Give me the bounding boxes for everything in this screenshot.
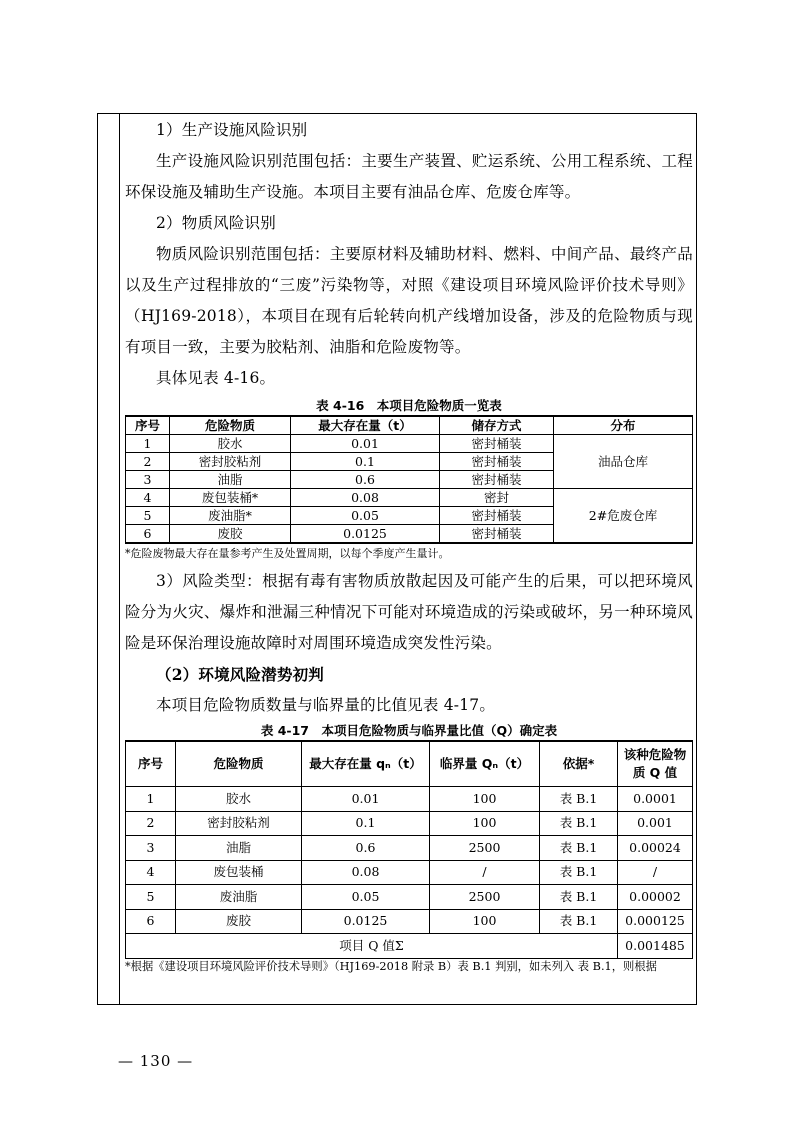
cell-qty: 0.08: [291, 489, 440, 507]
header-no: 序号: [126, 741, 176, 787]
cell-substance: 胶水: [170, 435, 291, 453]
heading-risk-potential: （2）环境风险潜势初判: [156, 665, 324, 684]
header-max-qty: 最大存在量 qₙ（t）: [302, 741, 430, 787]
cell-substance: 油脂: [176, 836, 302, 861]
cell-no: 2: [126, 811, 176, 836]
paragraph-facility-risk: 生产设施风险识别范围包括：主要生产装置、贮运系统、公用工程系统、工程环保设施及辅助生产设施。本项目主要有油品仓库、危废仓库等。: [125, 152, 693, 201]
table-row: [126, 435, 693, 453]
header-q-value-line1: 该种危险物: [623, 747, 687, 762]
cell-qty: 0.6: [291, 471, 440, 489]
table-row: [126, 860, 693, 885]
cell-basis: 表 B.1: [540, 787, 618, 812]
cell-no: 1: [126, 787, 176, 812]
header-storage: 储存方式: [440, 416, 554, 435]
table-4-17-note: *根据《建设项目环境风险评价技术导则》（HJ169-2018 附录 B）表 B.1 判别，如未列入 表 B.1，则根据: [125, 959, 657, 973]
header-max-qty: 最大存在量（t）: [291, 416, 440, 435]
cell-substance: 密封胶粘剂: [176, 811, 302, 836]
cell-qty: 0.01: [291, 435, 440, 453]
paragraph-substance-risk: 物质风险识别范围包括：主要原材料及辅助材料、燃料、中间产品、最终产品以及生产过程排放的“三废”污染物等，对照《建设项目环境风险评价技术导则》（HJ169-2018），本项目在现有后轮转向机产线增加设备，涉及的危险物质与现有项目一致，主要为胶粘剂、油脂和危险废物等。: [125, 245, 693, 356]
table-row: [126, 787, 693, 812]
cell-total-value: 0.001485: [618, 934, 693, 959]
cell-no: 4: [126, 860, 176, 885]
heading-substance-risk: 2）物质风险识别: [156, 214, 276, 232]
cell-no: 5: [126, 507, 170, 525]
cell-qty: 0.0125: [291, 525, 440, 544]
cell-q: 0.000125: [618, 909, 693, 934]
header-critical-qty: 临界量 Qₙ（t）: [430, 741, 540, 787]
cell-qty: 0.1: [302, 811, 430, 836]
header-distribution: 分布: [554, 416, 693, 435]
cell-distribution-oil-warehouse: 油品仓库: [554, 435, 693, 489]
cell-qty: 0.01: [302, 787, 430, 812]
table-4-16-note: *危险废物最大存在量参考产生及处置周期，以每个季度产生量计。: [125, 547, 450, 560]
cell-qty: 0.08: [302, 860, 430, 885]
cell-storage: 密封桶装: [440, 435, 554, 453]
cell-no: 3: [126, 471, 170, 489]
cell-substance: 胶水: [176, 787, 302, 812]
cell-q: 0.00024: [618, 836, 693, 861]
header-substance: 危险物质: [170, 416, 291, 435]
table-4-17-title: 表 4-17 本项目危险物质与临界量比值（Q）确定表: [260, 723, 558, 738]
table-4-16-title: 表 4-16 本项目危险物质一览表: [316, 398, 502, 413]
cell-storage: 密封: [440, 489, 554, 507]
table-4-16: [125, 415, 693, 544]
cell-substance: 废包装桶*: [170, 489, 291, 507]
cell-no: 2: [126, 453, 170, 471]
cell-no: 5: [126, 885, 176, 910]
cell-storage: 密封桶装: [440, 507, 554, 525]
cell-critical: 100: [430, 787, 540, 812]
cell-no: 6: [126, 909, 176, 934]
cell-substance: 废油脂*: [170, 507, 291, 525]
cell-substance: 废包装桶: [176, 860, 302, 885]
header-substance: 危险物质: [176, 741, 302, 787]
cell-basis: 表 B.1: [540, 860, 618, 885]
cell-critical: 2500: [430, 885, 540, 910]
cell-substance: 密封胶粘剂: [170, 453, 291, 471]
frame-divider: [119, 113, 120, 1005]
cell-total-label: 项目 Q 值Σ: [126, 934, 618, 959]
cell-distribution-hazwaste-warehouse: 2#危废仓库: [554, 489, 693, 544]
table-header-row: [126, 416, 693, 435]
header-no: 序号: [126, 416, 170, 435]
table-row: [126, 489, 693, 507]
cell-qty: 0.0125: [302, 909, 430, 934]
cell-qty: 0.05: [302, 885, 430, 910]
cell-storage: 密封桶装: [440, 471, 554, 489]
cell-storage: 密封桶装: [440, 453, 554, 471]
header-basis: 依据*: [540, 741, 618, 787]
cell-basis: 表 B.1: [540, 885, 618, 910]
cell-critical: /: [430, 860, 540, 885]
cell-critical: 100: [430, 811, 540, 836]
cell-critical: 2500: [430, 836, 540, 861]
header-q-value-line2: 质 Q 值: [632, 765, 678, 780]
document-content: [125, 113, 693, 975]
cell-q: 0.00002: [618, 885, 693, 910]
cell-qty: 0.6: [302, 836, 430, 861]
paragraph-q-ratio: 本项目危险物质数量与临界量的比值见表 4-17。: [156, 696, 496, 714]
cell-q: /: [618, 860, 693, 885]
cell-substance: 废油脂: [176, 885, 302, 910]
paragraph-table-ref: 具体见表 4-16。: [156, 369, 276, 387]
cell-basis: 表 B.1: [540, 811, 618, 836]
table-row: [126, 909, 693, 934]
page-number: — 130 —: [118, 1052, 194, 1070]
cell-basis: 表 B.1: [540, 909, 618, 934]
heading-facility-risk: 1）生产设施风险识别: [156, 121, 308, 139]
cell-substance: 废胶: [176, 909, 302, 934]
cell-storage: 密封桶装: [440, 525, 554, 544]
cell-qty: 0.1: [291, 453, 440, 471]
cell-critical: 100: [430, 909, 540, 934]
table-row: [126, 836, 693, 861]
table-total-row: [126, 934, 693, 959]
cell-basis: 表 B.1: [540, 836, 618, 861]
cell-no: 1: [126, 435, 170, 453]
paragraph-risk-type: 3）风险类型：根据有毒有害物质放散起因及可能产生的后果，可以把环境风险分为火灾、爆炸和泄漏三种情况下可能对环境造成的污染或破坏，另一种环境风险是环保治理设施故障时对周围环境造成突发性污染。: [125, 572, 693, 652]
cell-qty: 0.05: [291, 507, 440, 525]
table-row: [126, 811, 693, 836]
cell-substance: 废胶: [170, 525, 291, 544]
cell-substance: 油脂: [170, 471, 291, 489]
cell-q: 0.0001: [618, 787, 693, 812]
cell-no: 3: [126, 836, 176, 861]
header-q-value: [618, 741, 693, 787]
cell-q: 0.001: [618, 811, 693, 836]
cell-no: 4: [126, 489, 170, 507]
table-header-row: [126, 741, 693, 787]
cell-no: 6: [126, 525, 170, 544]
table-row: [126, 885, 693, 910]
table-4-17: [125, 740, 693, 959]
